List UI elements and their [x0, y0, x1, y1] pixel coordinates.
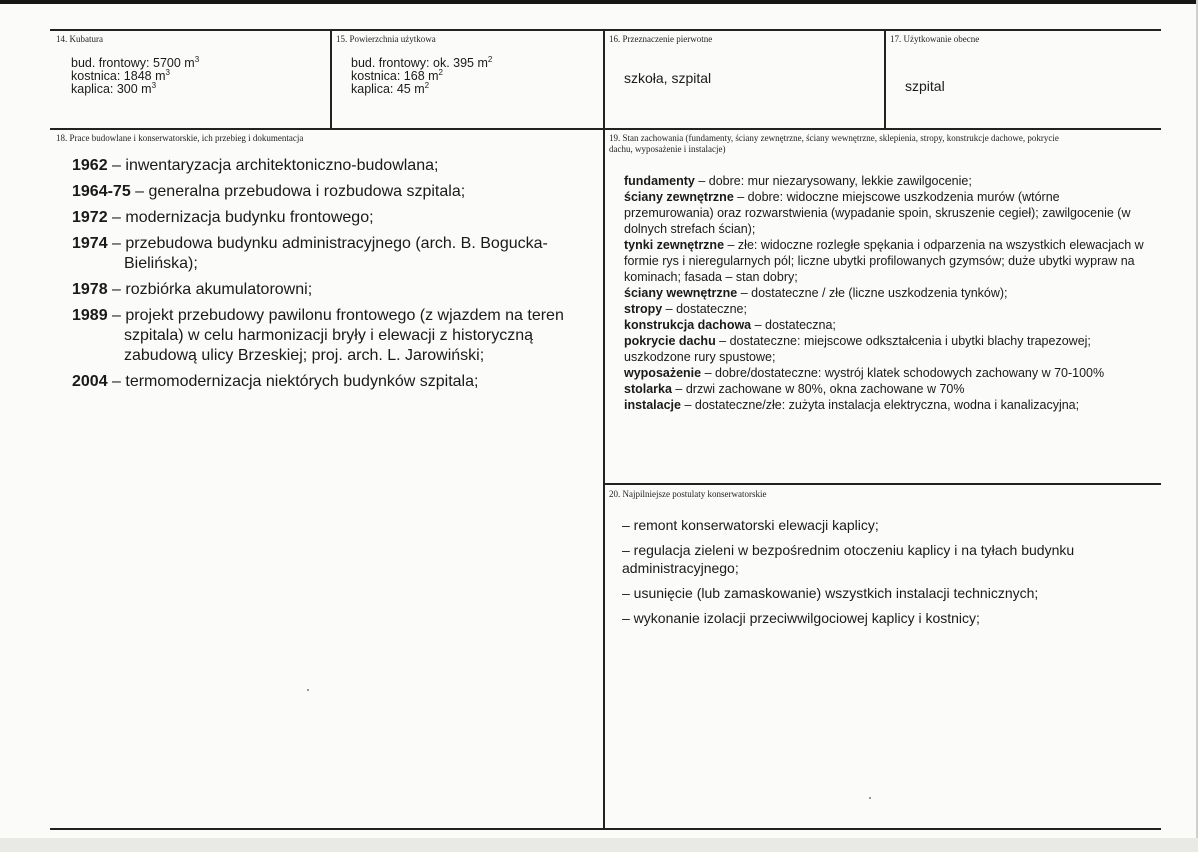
powierzchnia-line: kaplica: 45 $m^2$	[351, 81, 430, 96]
kubatura-line: kaplica: 300 $m^3$	[71, 81, 157, 96]
bottom-margin	[0, 838, 1198, 852]
postulat-item: – regulacja zieleni w bezpośrednim otoczeniu kaplicy i na tyłach budynku administracyjnego;	[622, 542, 1075, 576]
kubatura-line: bud. frontowy: 5700 $m^3$	[71, 55, 200, 70]
stan-row: fundamenty – dobre: mur niezarysowany, lekkie zawilgocenie;	[624, 174, 972, 188]
stan-row: stropy – dostateczne;	[624, 302, 747, 316]
postulat-item: – remont konserwatorski elewacji kaplicy;	[622, 517, 879, 533]
postulaty-list	[622, 516, 1142, 634]
uzytkowanie-label: 17. Użytkowanie obecne	[890, 34, 980, 44]
stan-label: 19. Stan zachowania (fundamenty, ściany zewnętrzne, ściany wewnętrzne, sklepienia, stropy, konstrukcje dachowe, pokrycie dachu, wyposażenie i instalacje)	[609, 133, 1059, 154]
kubatura-line: kostnica: 1848 $m^3$	[71, 68, 170, 83]
przeznaczenie-label: 16. Przeznaczenie pierwotne	[609, 34, 713, 44]
prace-item: 1962 – inwentaryzacja architektoniczno-budowlana;	[72, 157, 439, 174]
powierzchnia-label: 15. Powierzchnia użytkowa	[336, 34, 436, 44]
top-edge	[0, 0, 1198, 4]
grid-line-top	[50, 29, 1161, 31]
grid-vline-1	[330, 29, 332, 129]
przeznaczenie-value: szkoła, szpital	[624, 70, 712, 86]
grid-vline-center	[603, 29, 605, 830]
grid-line-row2-right	[603, 483, 1161, 485]
stan-row: ściany wewnętrzne – dostateczne / złe (liczne uszkodzenia tynków);	[624, 286, 1008, 300]
grid-vline-3	[884, 29, 886, 129]
uzytkowanie-value: szpital	[905, 78, 945, 94]
stan-row: instalacje – dostateczne/złe: zużyta instalacja elektryczna, wodna i kanalizacyjna;	[624, 398, 1080, 412]
kubatura-values	[71, 57, 199, 96]
prace-list	[72, 156, 587, 398]
stan-row: ściany zewnętrzne – dobre: widoczne miejscowe uszkodzenia murów (wtórne przemurowania) oraz rozwarstwienia (wypadanie spoin, skruszenie cegieł); zawilgocenie (w dolnych strefach ścian);	[624, 190, 1131, 236]
prace-item: 1974 – przebudowa budynku administracyjnego (arch. B. Bogucka- Bielińska);	[72, 235, 548, 272]
prace-item: 2004 – termomodernizacja niektórych budynków szpitala;	[72, 373, 479, 390]
stan-row: stolarka – drzwi zachowane w 80%, okna zachowane w 70%	[624, 382, 965, 396]
prace-item: 1972 – modernizacja budynku frontowego;	[72, 209, 374, 226]
scan-speck	[869, 797, 871, 799]
grid-line-row1	[50, 128, 1161, 130]
kubatura-label: 14. Kubatura	[56, 34, 103, 44]
prace-item: 1964-75 – generalna przebudowa i rozbudowa szpitala;	[72, 183, 466, 200]
stan-row: wyposażenie – dobre/dostateczne: wystrój klatek schodowych zachowany w 70-100%	[624, 366, 1105, 380]
prace-item: 1989 – projekt przebudowy pawilonu frontowego (z wjazdem na teren szpitala) w celu harmonizacji bryły i elewacji z historyczną zabudową ulicy Brzeskiej; proj. arch. L. Jarowiński;	[72, 307, 564, 364]
stan-list	[624, 173, 1144, 413]
powierzchnia-line: bud. frontowy: ok. 395 $m^2$	[351, 55, 493, 70]
grid-line-bottom	[50, 828, 1161, 830]
postulaty-label: 20. Najpilniejsze postulaty konserwatorskie	[609, 489, 767, 499]
postulat-item: – usunięcie (lub zamaskowanie) wszystkich instalacji technicznych;	[622, 585, 1039, 601]
prace-label: 18. Prace budowlane i konserwatorskie, ich przebieg i dokumentacja	[56, 133, 304, 143]
stan-row: konstrukcja dachowa – dostateczna;	[624, 318, 836, 332]
scan-speck	[307, 689, 309, 691]
prace-item: 1978 – rozbiórka akumulatorowni;	[72, 281, 313, 298]
postulat-item: – wykonanie izolacji przeciwwilgociowej kaplicy i kostnicy;	[622, 610, 980, 626]
stan-row: pokrycie dachu – dostateczne: miejscowe odkształcenia i ubytki blachy trapezowej; uszkodzone rury spustowe;	[624, 334, 1091, 364]
stan-row: tynki zewnętrzne – złe: widoczne rozległe spękania i odparzenia na wszystkich elewacjach w formie rys i nieregularnych pól; liczne ubytki profilowanych gzymsów; duże ubytki wypraw na kominach; fasada – stan dobry;	[624, 238, 1144, 284]
powierzchnia-values	[351, 57, 492, 96]
powierzchnia-line: kostnica: 168 $m^2$	[351, 68, 443, 83]
